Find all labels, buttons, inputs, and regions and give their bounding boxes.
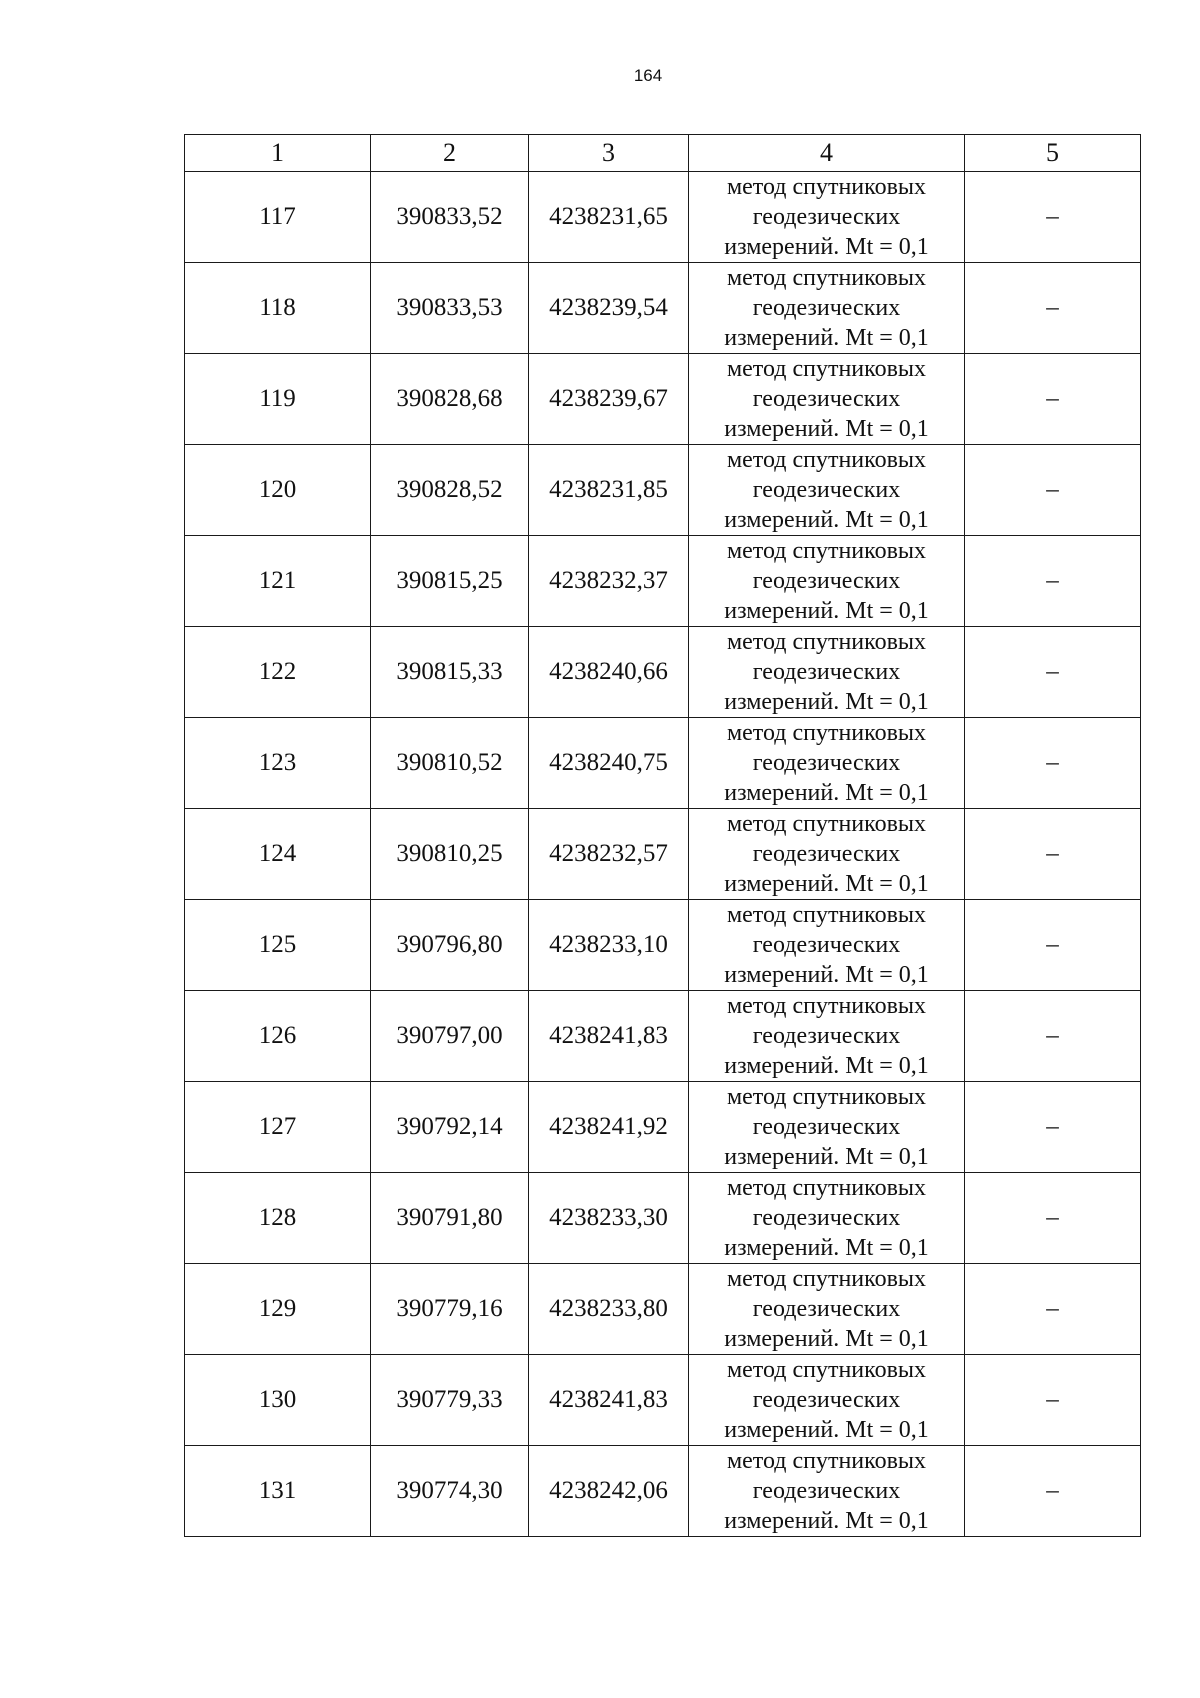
method-line: метод спутниковых [726,1084,927,1110]
point-number-cell: 129 [185,1264,371,1355]
table-row [185,263,1141,354]
method-line: измерений. Mt = 0,1 [724,1326,929,1352]
x-coordinate-cell: 390810,52 [371,718,529,809]
method-line: метод спутниковых [726,1448,927,1474]
method-line: измерений. Mt = 0,1 [724,780,929,806]
x-coordinate-cell: 390810,25 [371,809,529,900]
method-line: геодезических [752,204,901,230]
table-row [185,900,1141,991]
point-number-cell: 120 [185,445,371,536]
method-line: измерений. Mt = 0,1 [724,416,929,442]
method-line: метод спутниковых [726,174,927,200]
point-number-cell: 119 [185,354,371,445]
y-coordinate-cell: 4238242,06 [529,1446,689,1537]
note-cell: – [965,536,1141,627]
method-line: метод спутниковых [726,447,927,473]
x-coordinate-cell: 390815,25 [371,536,529,627]
note-cell: – [965,263,1141,354]
table-row [185,1082,1141,1173]
note-cell: – [965,1355,1141,1446]
table-row [185,354,1141,445]
point-number-cell: 118 [185,263,371,354]
point-number-cell: 128 [185,1173,371,1264]
method-cell [689,809,965,900]
y-coordinate-cell: 4238233,10 [529,900,689,991]
method-line: геодезических [752,659,901,685]
x-coordinate-cell: 390828,68 [371,354,529,445]
note-cell: – [965,809,1141,900]
y-coordinate-cell: 4238241,83 [529,991,689,1082]
note-cell: – [965,1264,1141,1355]
y-coordinate-cell: 4238239,54 [529,263,689,354]
note-cell: – [965,1082,1141,1173]
y-coordinate-cell: 4238241,83 [529,1355,689,1446]
note-cell: – [965,900,1141,991]
method-line: геодезических [752,932,901,958]
method-cell [689,536,965,627]
page-number: 164 [633,66,663,85]
point-number-cell: 131 [185,1446,371,1537]
note-cell: – [965,1446,1141,1537]
method-line: метод спутниковых [726,538,927,564]
y-coordinate-cell: 4238239,67 [529,354,689,445]
table-header-row [185,135,1141,172]
note-cell: – [965,627,1141,718]
y-coordinate-cell: 4238231,65 [529,172,689,263]
method-cell [689,1082,965,1173]
table-row [185,1446,1141,1537]
point-number-cell: 130 [185,1355,371,1446]
method-line: измерений. Mt = 0,1 [724,871,929,897]
x-coordinate-cell: 390792,14 [371,1082,529,1173]
column-header: 1 [185,135,371,172]
method-line: метод спутниковых [726,720,927,746]
y-coordinate-cell: 4238240,75 [529,718,689,809]
method-line: измерений. Mt = 0,1 [724,1235,929,1261]
column-header: 4 [689,135,965,172]
column-header: 5 [965,135,1141,172]
method-cell [689,445,965,536]
method-line: геодезических [752,1478,901,1504]
point-number-cell: 124 [185,809,371,900]
method-line: измерений. Mt = 0,1 [724,1144,929,1170]
method-line: метод спутниковых [726,1175,927,1201]
x-coordinate-cell: 390779,33 [371,1355,529,1446]
method-cell [689,900,965,991]
table-row [185,445,1141,536]
method-line: измерений. Mt = 0,1 [724,1053,929,1079]
column-header: 2 [371,135,529,172]
note-cell: – [965,354,1141,445]
method-line: измерений. Mt = 0,1 [724,507,929,533]
table-row [185,536,1141,627]
method-line: геодезических [752,841,901,867]
y-coordinate-cell: 4238232,57 [529,809,689,900]
point-number-cell: 125 [185,900,371,991]
method-line: геодезических [752,568,901,594]
x-coordinate-cell: 390815,33 [371,627,529,718]
y-coordinate-cell: 4238233,80 [529,1264,689,1355]
point-number-cell: 127 [185,1082,371,1173]
table-row [185,1264,1141,1355]
method-line: геодезических [752,295,901,321]
method-cell [689,1446,965,1537]
note-cell: – [965,172,1141,263]
method-cell [689,718,965,809]
method-line: измерений. Mt = 0,1 [724,325,929,351]
table-row [185,1355,1141,1446]
method-line: измерений. Mt = 0,1 [724,689,929,715]
method-line: метод спутниковых [726,993,927,1019]
method-cell [689,1264,965,1355]
method-line: геодезических [752,1296,901,1322]
note-cell: – [965,1173,1141,1264]
method-line: геодезических [752,386,901,412]
table-row [185,718,1141,809]
method-cell [689,1173,965,1264]
method-line: метод спутниковых [726,356,927,382]
note-cell: – [965,718,1141,809]
y-coordinate-cell: 4238240,66 [529,627,689,718]
method-line: геодезических [752,1023,901,1049]
method-cell [689,1355,965,1446]
method-line: измерений. Mt = 0,1 [724,598,929,624]
method-line: геодезических [752,1387,901,1413]
coordinates-table [184,134,1141,1537]
y-coordinate-cell: 4238232,37 [529,536,689,627]
x-coordinate-cell: 390797,00 [371,991,529,1082]
x-coordinate-cell: 390774,30 [371,1446,529,1537]
method-line: геодезических [752,1205,901,1231]
note-cell: – [965,991,1141,1082]
table-row [185,809,1141,900]
method-cell [689,263,965,354]
x-coordinate-cell: 390833,53 [371,263,529,354]
method-line: измерений. Mt = 0,1 [724,962,929,988]
table-row [185,172,1141,263]
method-line: метод спутниковых [726,1357,927,1383]
column-header: 3 [529,135,689,172]
method-line: метод спутниковых [726,1266,927,1292]
y-coordinate-cell: 4238241,92 [529,1082,689,1173]
method-line: измерений. Mt = 0,1 [724,1417,929,1443]
table-row [185,1173,1141,1264]
x-coordinate-cell: 390833,52 [371,172,529,263]
y-coordinate-cell: 4238233,30 [529,1173,689,1264]
point-number-cell: 121 [185,536,371,627]
method-line: метод спутниковых [726,629,927,655]
method-cell [689,991,965,1082]
y-coordinate-cell: 4238231,85 [529,445,689,536]
method-cell [689,354,965,445]
method-cell [689,627,965,718]
point-number-cell: 117 [185,172,371,263]
method-line: геодезических [752,750,901,776]
table-row [185,991,1141,1082]
x-coordinate-cell: 390779,16 [371,1264,529,1355]
method-line: геодезических [752,1114,901,1140]
method-line: метод спутниковых [726,811,927,837]
x-coordinate-cell: 390796,80 [371,900,529,991]
point-number-cell: 123 [185,718,371,809]
point-number-cell: 126 [185,991,371,1082]
method-line: метод спутниковых [726,265,927,291]
method-line: метод спутниковых [726,902,927,928]
method-line: измерений. Mt = 0,1 [724,1508,929,1534]
method-cell [689,172,965,263]
method-line: геодезических [752,477,901,503]
x-coordinate-cell: 390828,52 [371,445,529,536]
method-line: измерений. Mt = 0,1 [724,234,929,260]
x-coordinate-cell: 390791,80 [371,1173,529,1264]
note-cell: – [965,445,1141,536]
point-number-cell: 122 [185,627,371,718]
table-row [185,627,1141,718]
